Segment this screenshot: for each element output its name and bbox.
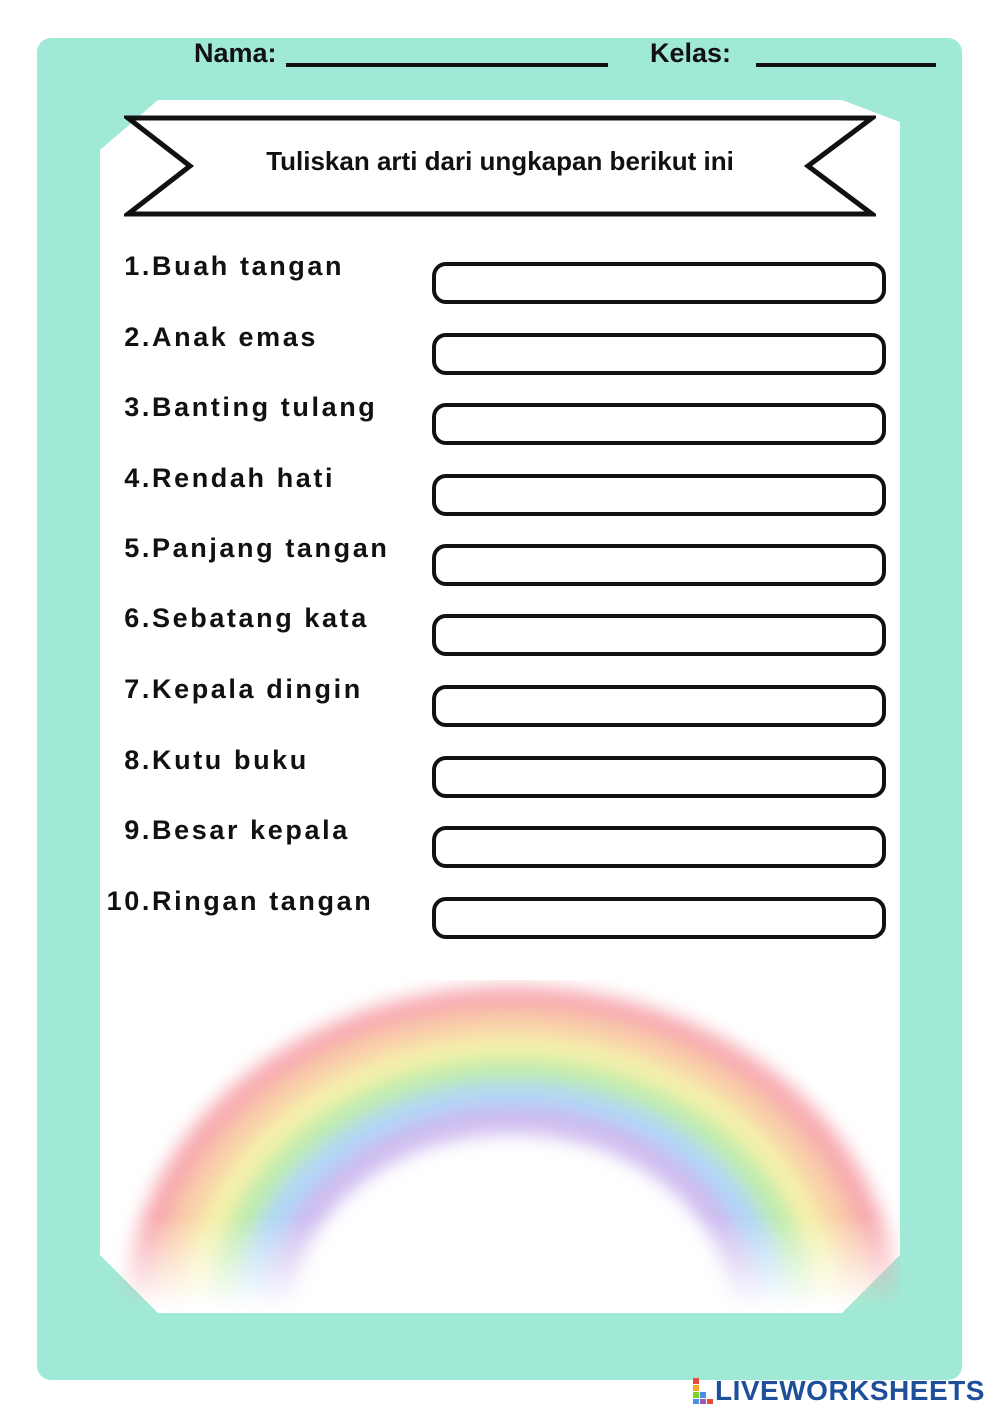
- question-text: Anak emas: [152, 321, 318, 352]
- question-number: 10.: [106, 885, 152, 916]
- question-text: Ringan tangan: [152, 885, 374, 916]
- question-item: [104, 740, 434, 780]
- answer-field[interactable]: [432, 544, 886, 586]
- question-text: Besar kepala: [152, 814, 350, 845]
- instruction-title: Tuliskan arti dari ungkapan berikut ini: [266, 146, 734, 176]
- answer-field[interactable]: [432, 333, 886, 375]
- question-number: 4.: [124, 462, 152, 493]
- answer-field[interactable]: [432, 403, 886, 445]
- question-number: 5.: [124, 532, 152, 563]
- answer-field[interactable]: [432, 474, 886, 516]
- question-number: 2.: [124, 321, 152, 352]
- question-text: Kutu buku: [152, 744, 309, 775]
- liveworksheets-brand[interactable]: [693, 1376, 985, 1406]
- question-text: Kepala dingin: [152, 673, 363, 704]
- class-label: Kelas:: [650, 38, 732, 68]
- answer-field[interactable]: [432, 897, 886, 939]
- question-item: [104, 669, 434, 709]
- question-number: 1.: [124, 250, 152, 281]
- question-item: [104, 317, 434, 357]
- question-item: [104, 528, 434, 568]
- name-field[interactable]: [286, 63, 608, 67]
- name-label: Nama:: [194, 38, 277, 68]
- question-item: [104, 387, 434, 427]
- brand-name: LIVEWORKSHEETS: [715, 1375, 985, 1406]
- question-number: 7.: [124, 673, 152, 704]
- answer-field[interactable]: [432, 756, 886, 798]
- class-field[interactable]: [756, 63, 936, 67]
- question-text: Panjang tangan: [152, 532, 390, 563]
- question-text: Buah tangan: [152, 250, 345, 281]
- answer-field[interactable]: [432, 262, 886, 304]
- rainbow-image: [100, 980, 900, 1310]
- question-number: 9.: [124, 814, 152, 845]
- question-number: 6.: [124, 602, 152, 633]
- question-item: [104, 881, 434, 921]
- question-text: Banting tulang: [152, 391, 378, 422]
- question-number: 3.: [124, 391, 152, 422]
- question-item: [104, 246, 434, 286]
- answer-field[interactable]: [432, 614, 886, 656]
- question-item: [104, 598, 434, 638]
- question-text: Sebatang kata: [152, 602, 369, 633]
- question-item: [104, 458, 434, 498]
- question-item: [104, 810, 434, 850]
- liveworksheets-logo-icon: [693, 1378, 715, 1404]
- question-number: 8.: [124, 744, 152, 775]
- answer-field[interactable]: [432, 685, 886, 727]
- answer-field[interactable]: [432, 826, 886, 868]
- question-text: Rendah hati: [152, 462, 336, 493]
